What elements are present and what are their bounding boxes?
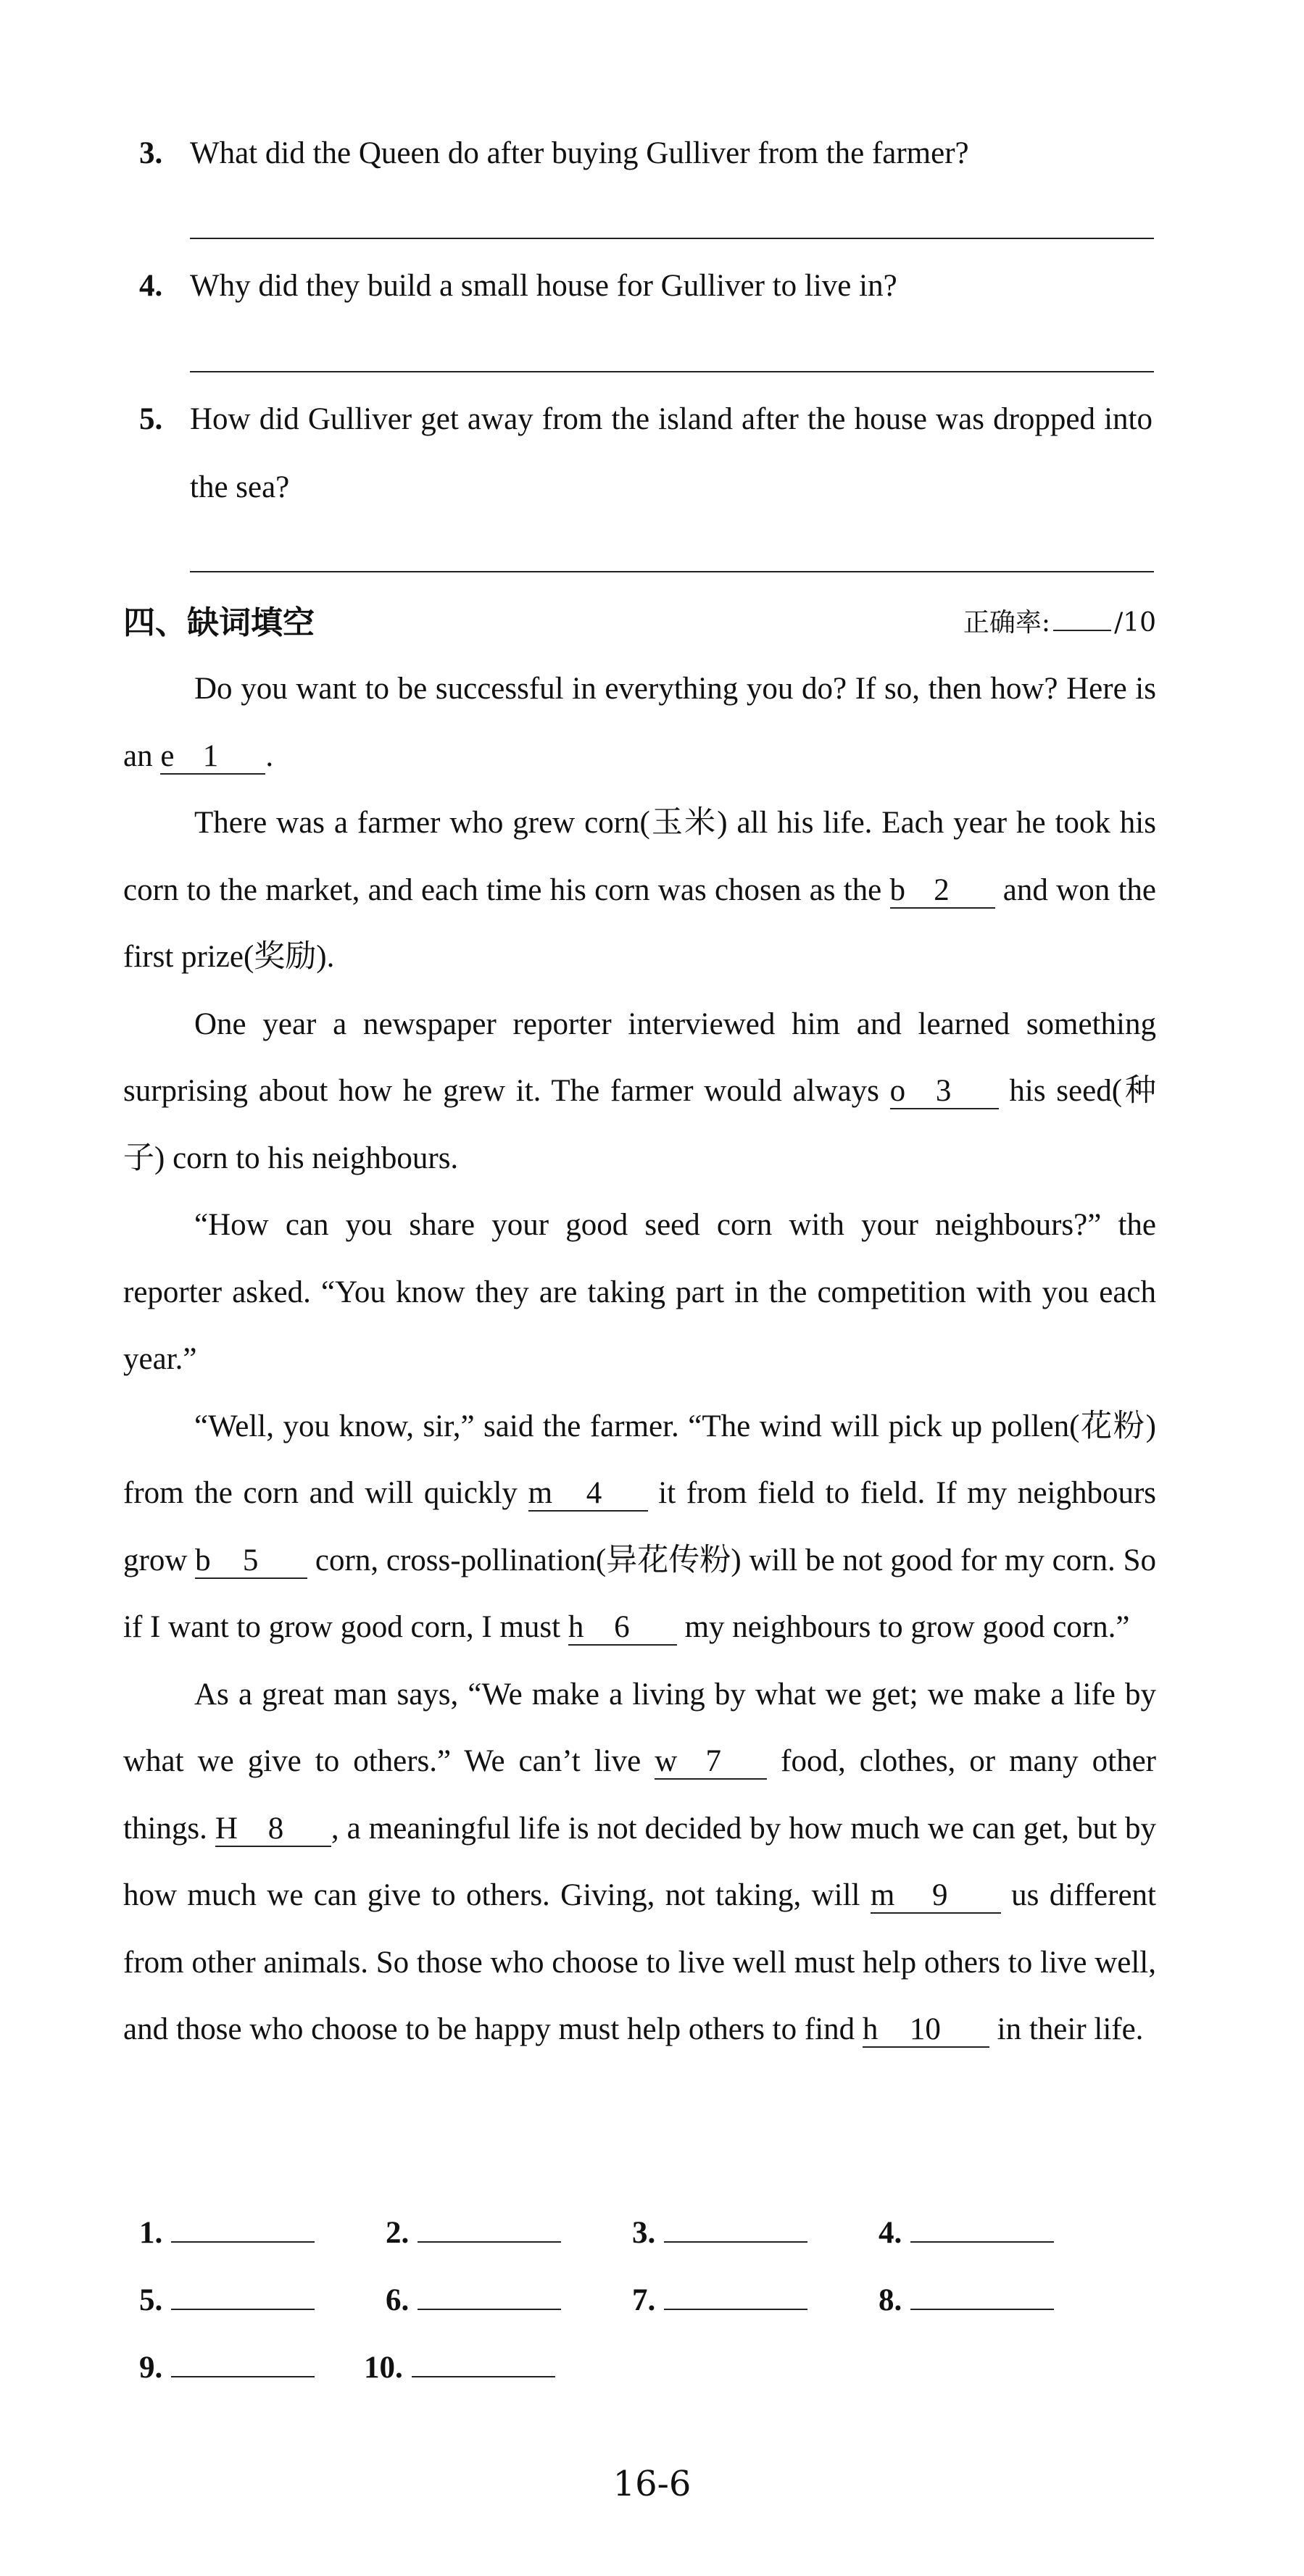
section-title: 四、缺词填空 bbox=[123, 604, 315, 641]
question-number: 3. bbox=[139, 136, 163, 170]
paragraph-6 bbox=[123, 1662, 1156, 2064]
answer-item-6[interactable] bbox=[386, 2267, 561, 2334]
text-run: Do you want to be successful in everything you do? If so, then how? Here is an bbox=[123, 672, 1156, 773]
text-run: it from field to field. If my neighbours grow bbox=[123, 1476, 1157, 1577]
blank-number: 7 bbox=[705, 1744, 721, 1778]
blank-letter: H bbox=[215, 1811, 238, 1846]
answer-line[interactable] bbox=[664, 2280, 807, 2310]
blank-10[interactable] bbox=[863, 2012, 989, 2048]
score-blank[interactable] bbox=[1053, 615, 1111, 631]
blank-letter: b bbox=[195, 1543, 211, 1577]
blank-number: 8 bbox=[267, 1811, 284, 1846]
blank-7[interactable] bbox=[655, 1744, 767, 1780]
answer-item-10[interactable] bbox=[364, 2334, 555, 2401]
answer-line[interactable] bbox=[171, 2280, 315, 2310]
answer-label: 5. bbox=[139, 2283, 163, 2317]
answer-label: 10. bbox=[364, 2351, 403, 2385]
score-label: 正确率: bbox=[963, 608, 1051, 638]
text-run: in their life. bbox=[989, 2012, 1144, 2046]
blank-number: 1 bbox=[202, 738, 219, 773]
text-run: my neighbours to grow good corn.” bbox=[676, 1610, 1130, 1644]
answer-item-1[interactable] bbox=[139, 2199, 315, 2267]
answer-item-8[interactable] bbox=[879, 2267, 1054, 2334]
text-run: , a meaningful life is not decided by how much we can get, but by how much we can give to others. Giving, not taking, will bbox=[123, 1811, 1156, 1912]
question-number: 5. bbox=[139, 402, 163, 436]
blank-6[interactable] bbox=[568, 1610, 677, 1646]
answer-label: 7. bbox=[632, 2283, 656, 2317]
blank-number: 10 bbox=[909, 2012, 941, 2046]
text-run: As a great man says, “We make a living by what we get; we make a life by what we give to others.” We can’t live bbox=[123, 1677, 1156, 1778]
blank-2[interactable] bbox=[890, 873, 995, 909]
answer-label: 1. bbox=[139, 2216, 163, 2250]
blank-number: 2 bbox=[934, 872, 950, 907]
score-box bbox=[963, 594, 1156, 652]
blank-9[interactable] bbox=[871, 1878, 1001, 1914]
paragraph-3 bbox=[123, 991, 1156, 1193]
blank-letter: h bbox=[568, 1610, 584, 1644]
blank-number: 9 bbox=[932, 1878, 948, 1912]
blank-8[interactable] bbox=[215, 1812, 331, 1847]
text-run: us different from other animals. So those who choose to live well must help others to live well, and those who choose to be happy must help others to find bbox=[123, 1878, 1156, 2046]
blank-number: 6 bbox=[614, 1610, 630, 1644]
answer-line[interactable] bbox=[418, 2280, 561, 2310]
answer-item-2[interactable] bbox=[386, 2199, 561, 2267]
text-run: One year a newspaper reporter interviewed him and learned something surprising about how he grew it. The farmer would always bbox=[123, 1006, 1156, 1108]
answer-label: 4. bbox=[879, 2216, 902, 2250]
answer-item-7[interactable] bbox=[632, 2267, 807, 2334]
question-text: What did the Queen do after buying Gulliver from the farmer? bbox=[190, 136, 969, 170]
answer-item-4[interactable] bbox=[879, 2199, 1054, 2267]
blank-letter: h bbox=[862, 2012, 879, 2046]
blank-letter: m bbox=[528, 1476, 553, 1510]
answer-line-5[interactable] bbox=[190, 571, 1154, 572]
blank-4[interactable] bbox=[528, 1476, 648, 1512]
answer-line-3[interactable] bbox=[190, 238, 1154, 239]
text-run: his seed(种子) corn to his neighbours. bbox=[123, 1074, 1157, 1175]
text-run: “Well, you know, sir,” said the farmer. “The wind will pick up pollen(花粉) from the corn and will quickly bbox=[123, 1409, 1156, 1510]
text-run: food, clothes, or many other things. bbox=[123, 1744, 1156, 1846]
text-run: and won the first prize(奖励). bbox=[123, 872, 1157, 974]
answer-item-5[interactable] bbox=[139, 2267, 315, 2334]
text-run: corn, cross-pollination(异花传粉) will be not good for my corn. So if I want to grow good corn, I must bbox=[123, 1543, 1156, 1644]
text-run: “How can you share your good seed corn with your neighbours?” the reporter asked. “You know they are taking part in the competition with you each year.” bbox=[123, 1208, 1156, 1376]
question-text: Why did they build a small house for Gulliver to live in? bbox=[190, 269, 897, 303]
blank-letter: o bbox=[889, 1074, 906, 1108]
paragraph-2 bbox=[123, 790, 1156, 991]
cloze-passage bbox=[123, 656, 1156, 2064]
answer-row bbox=[139, 2267, 1154, 2334]
blank-1[interactable] bbox=[160, 739, 265, 775]
answer-line[interactable] bbox=[171, 2347, 315, 2377]
answer-line[interactable] bbox=[910, 2212, 1054, 2243]
page-number: 16-6 bbox=[612, 2464, 692, 2504]
blank-number: 4 bbox=[586, 1476, 602, 1510]
blank-5[interactable] bbox=[195, 1543, 307, 1579]
paragraph-1 bbox=[123, 656, 1156, 790]
question-5 bbox=[139, 385, 1153, 522]
answer-line-4[interactable] bbox=[190, 371, 1154, 372]
text-run: There was a farmer who grew corn(玉米) all his life. Each year he took his corn to the market, and each time his corn was chosen as the bbox=[123, 806, 1156, 907]
answer-grid bbox=[139, 2199, 1154, 2401]
answer-line[interactable] bbox=[910, 2280, 1054, 2310]
paragraph-5 bbox=[123, 1393, 1156, 1662]
blank-letter: e bbox=[160, 738, 175, 773]
answer-row bbox=[139, 2334, 1154, 2401]
answer-label: 3. bbox=[632, 2216, 656, 2250]
answer-label: 9. bbox=[139, 2351, 163, 2385]
answer-line[interactable] bbox=[412, 2347, 555, 2377]
blank-letter: w bbox=[655, 1744, 678, 1778]
answer-item-9[interactable] bbox=[139, 2334, 315, 2401]
blank-number: 3 bbox=[935, 1074, 952, 1108]
question-text: How did Gulliver get away from the island after the house was dropped into the sea? bbox=[190, 402, 1153, 504]
blank-3[interactable] bbox=[890, 1074, 999, 1109]
answer-row bbox=[139, 2199, 1154, 2267]
blank-number: 5 bbox=[242, 1543, 259, 1577]
answer-label: 6. bbox=[386, 2283, 410, 2317]
paragraph-4 bbox=[123, 1192, 1156, 1393]
question-number: 4. bbox=[139, 269, 163, 303]
blank-letter: b bbox=[889, 872, 906, 907]
section-header bbox=[123, 594, 1156, 652]
answer-line[interactable] bbox=[664, 2212, 807, 2243]
blank-letter: m bbox=[870, 1878, 895, 1912]
answer-item-3[interactable] bbox=[632, 2199, 807, 2267]
answer-label: 2. bbox=[386, 2216, 410, 2250]
question-4 bbox=[139, 252, 1153, 320]
score-total: /10 bbox=[1114, 608, 1156, 638]
answer-line[interactable] bbox=[418, 2212, 561, 2243]
question-3 bbox=[139, 120, 1153, 188]
answer-line[interactable] bbox=[171, 2212, 315, 2243]
answer-label: 8. bbox=[879, 2283, 902, 2317]
text-run: . bbox=[265, 738, 274, 773]
